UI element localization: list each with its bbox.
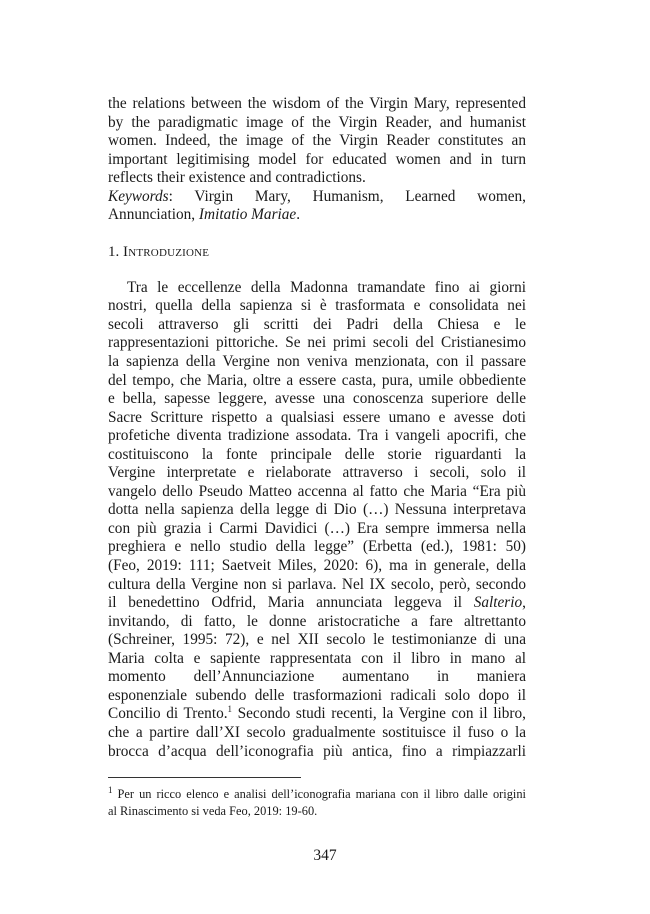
- body-line: [108, 594, 526, 613]
- abstract-line: reflects their existence and contradictions.: [108, 169, 366, 187]
- keywords-label: Keywords: [108, 187, 169, 205]
- body-text: Concilio di Trento.: [108, 705, 228, 723]
- body-line: profetiche diventa tradizione assodata. Tra i vangeli apocrifi, che: [108, 427, 526, 445]
- body-line: [108, 705, 526, 724]
- body-line: che a partire dall’XI secolo gradualmente sostituisce il fuso o la: [108, 723, 526, 741]
- abstract-line: important legitimising model for educated women and in turn: [108, 150, 526, 168]
- footnote: [108, 786, 526, 819]
- body-line: momento dell’Annunciazione aumentano in maniera: [108, 668, 526, 686]
- abstract-paragraph: [108, 95, 526, 225]
- body-text: il benedettino Odfrid, Maria annunciata leggeva il: [108, 594, 474, 612]
- body-line: Sacre Scritture rispetto a qualsiasi essere umano e avesse doti: [108, 408, 526, 426]
- footnote-marker: 1: [108, 786, 113, 795]
- body-line: dotta nella sapienza della legge di Dio (…) Nessuna interpretava: [108, 501, 526, 519]
- body-line: e bella, sapesse leggere, avesse una conoscenza superiore delle: [108, 390, 526, 408]
- section-heading: [108, 243, 526, 261]
- keywords-line: [108, 206, 526, 225]
- body-line: la sapienza della Vergine non veniva menzionata, con il passare: [108, 353, 526, 371]
- keywords-line: [108, 188, 526, 207]
- body-line: Tra le eccellenze della Madonna tramandate fino ai giorni: [127, 278, 526, 296]
- footnote-text: Per un ricco elenco e analisi dell’iconografia mariana con il libro dalle origini: [112, 787, 526, 801]
- section-title: Introduzione: [123, 243, 210, 260]
- abstract-line: the relations between the wisdom of the Virgin Mary, represented: [108, 95, 526, 112]
- footnote-reference[interactable]: 1: [227, 705, 233, 715]
- body-italic-title: Salterio: [473, 594, 523, 612]
- body-text: Secondo studi recenti, la Vergine con il libro,: [232, 705, 526, 723]
- body-line: brocca d’acqua dell’iconografia più antica, fino a rimpiazzarli: [108, 742, 526, 760]
- body-line: secoli attraverso gli scritti dei Padri della Chiesa e le: [108, 315, 526, 333]
- keywords-italic: Imitatio Mariae: [198, 206, 297, 224]
- body-line: del tempo, che Maria, oltre a essere casta, pura, umile obbediente: [108, 371, 526, 389]
- body-line: costituiscono la fonte principale delle storie riguardanti la: [108, 445, 526, 463]
- footnote-divider: [108, 777, 301, 778]
- body-line: Vergine interpretate e rielaborate attraverso i secoli, solo il: [108, 464, 526, 482]
- body-line: (Schreiner, 1995: 72), e nel XII secolo le testimonianze di una: [108, 631, 526, 649]
- body-line: rappresentazioni pittoriche. Se nei primi secoli del Cristianesimo: [108, 334, 526, 352]
- keywords-list: : Virgin Mary, Humanism, Learned women,: [168, 187, 526, 205]
- body-line: invitando, di fatto, le donne aristocratiche a fare altrettanto: [108, 612, 526, 630]
- page-number: 347: [313, 847, 337, 864]
- body-line: con più grazia i Carmi Davidici (…) Era sempre immersa nella: [108, 519, 526, 537]
- body-text: ,: [522, 594, 526, 612]
- keywords-end: .: [296, 206, 301, 224]
- footnote-line: [108, 786, 526, 803]
- body-line: nostri, quella della sapienza si è trasformata e consolidata nei: [108, 297, 526, 315]
- section-number: 1.: [108, 243, 123, 260]
- abstract-line: women. Indeed, the image of the Virgin Reader constitutes an: [108, 132, 526, 150]
- body-paragraph: [108, 279, 526, 761]
- body-line: preghiera e nello studio della legge” (Erbetta (ed.), 1981: 50): [108, 538, 526, 556]
- body-line: (Feo, 2019: 111; Saetveit Miles, 2020: 6), ma in generale, della: [108, 557, 526, 575]
- body-line: cultura della Vergine non si parlava. Nel IX secolo, però, secondo: [108, 575, 526, 593]
- text-column: [108, 95, 526, 761]
- body-line: esponenziale subendo delle trasformazioni radicali solo dopo il: [108, 686, 526, 704]
- body-line: Maria colta e sapiente rappresentata con il libro in mano al: [108, 649, 526, 667]
- footnote-line: al Rinascimento si veda Feo, 2019: 19-60.: [108, 803, 318, 818]
- body-line: vangelo dello Pseudo Matteo accenna al fatto che Maria “Era più: [108, 482, 526, 500]
- keywords-list: Annunciation,: [108, 206, 199, 224]
- abstract-line: by the paradigmatic image of the Virgin Reader, and humanist: [108, 113, 526, 131]
